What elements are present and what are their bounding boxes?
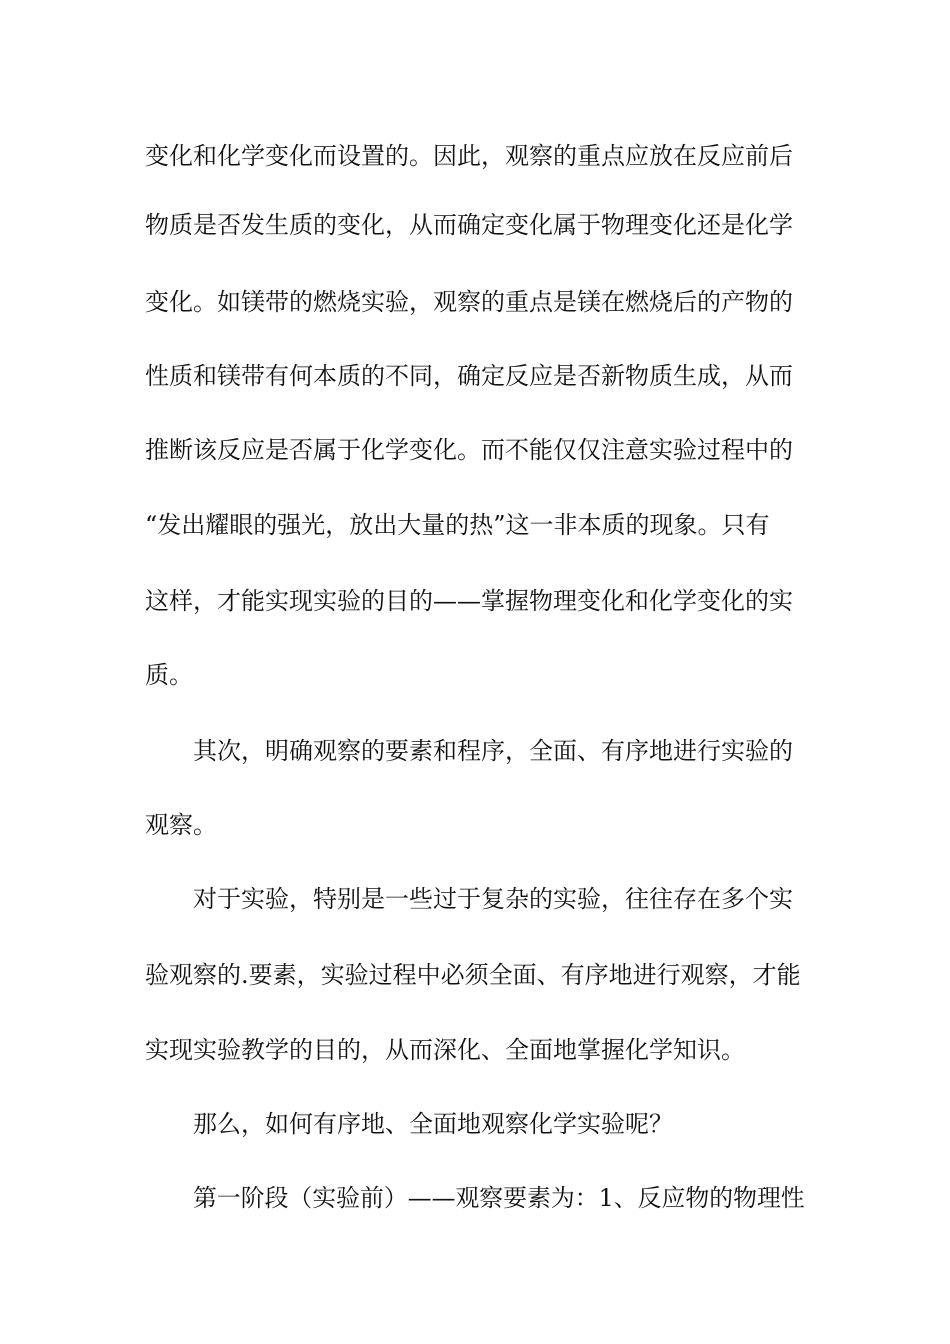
text-line-content: 验观察的.要素，实验过程中必须全面、有序地进行观察，才能	[145, 961, 801, 989]
text-line	[0, 282, 950, 322]
text-line	[0, 581, 950, 621]
text-line-content: 那么，如何有序地、全面地观察化学实验呢？	[193, 1110, 673, 1138]
text-line	[0, 805, 950, 845]
text-line	[0, 655, 950, 695]
paragraph-first-line	[0, 1104, 950, 1144]
text-line-content: 其次，明确观察的要素和程序，全面、有序地进行实验的	[193, 737, 793, 765]
text-line	[0, 430, 950, 470]
text-line-content: 变化。如镁带的燃烧实验，观察的重点是镁在燃烧后的产物的	[145, 288, 793, 316]
paragraph-first-line	[0, 879, 950, 919]
text-line-content: 实现实验教学的目的，从而深化、全面地掌握化学知识。	[145, 1036, 745, 1064]
paragraph-first-line	[0, 731, 950, 771]
text-line-content: 物质是否发生质的变化，从而确定变化属于物理变化还是化学	[145, 211, 793, 239]
text-line	[0, 136, 950, 176]
text-line-content: 质。	[145, 661, 193, 689]
text-line-content: 第一阶段（实验前）——观察要素为：1、反应物的物理性	[193, 1184, 805, 1212]
text-line-content: “发出耀眼的强光，放出大量的热”这一非本质的现象。只有	[145, 511, 770, 539]
text-line	[0, 1030, 950, 1070]
text-line	[0, 205, 950, 245]
text-line-content: 对于实验，特别是一些过于复杂的实验，往往存在多个实	[193, 885, 793, 913]
paragraph-first-line	[0, 1178, 950, 1218]
text-line	[0, 955, 950, 995]
text-line-content: 观察。	[145, 811, 217, 839]
text-line	[0, 356, 950, 396]
text-line-content: 这样，才能实现实验的目的——掌握物理变化和化学变化的实	[145, 587, 793, 615]
text-line-content: 性质和镁带有何本质的不同，确定反应是否新物质生成，从而	[145, 362, 793, 390]
text-line	[0, 505, 950, 545]
text-line-content: 推断该反应是否属于化学变化。而不能仅仅注意实验过程中的	[145, 436, 793, 464]
text-line-content: 变化和化学变化而设置的。因此，观察的重点应放在反应前后	[145, 142, 793, 170]
